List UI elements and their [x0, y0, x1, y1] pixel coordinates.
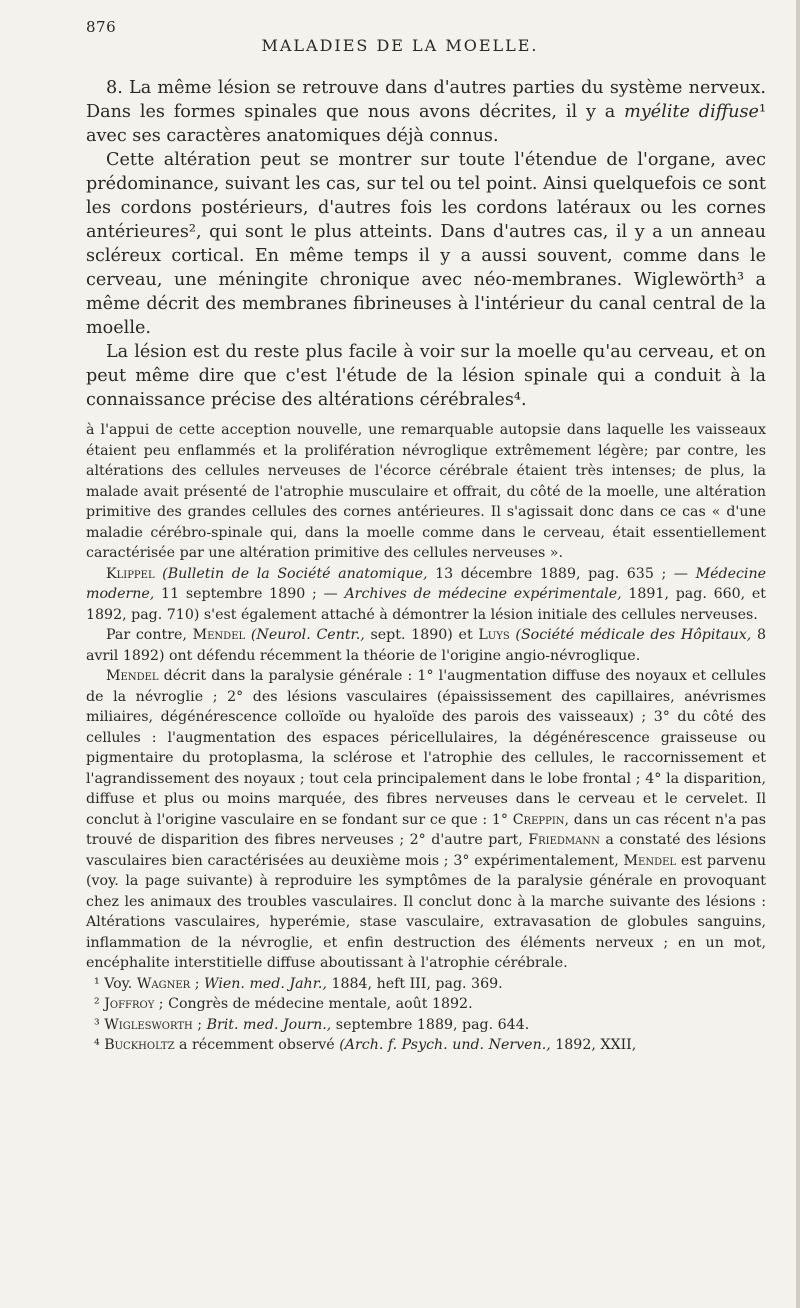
footnote-mark: ¹ [94, 975, 100, 992]
text-span: sept. 1890) et [364, 627, 479, 643]
text-span: 13 décembre 1889, pag. 635 ; — [427, 565, 696, 582]
paragraph: Cette altération peut se montrer sur toute l'étendue de l'organe, avec prédominance, suivant les cas, sur tel ou tel point. Ainsi quelquefois ce sont les cordons postérieurs, d'autres fois les cordons latéraux ou les cornes antérieures², qui sont le plus atteints. Dans d'autres cas, il y a un anneau scléreux cortical. En même temps il y a aussi souvent, comme dans le cerveau, une méningite chronique avec néo-membranes. Wiglewörth³ a même décrit des membranes fibrineuses à l'intérieur du canal central de la moelle. [86, 150, 766, 338]
footnote [86, 1015, 766, 1036]
author-name: Luys [478, 627, 510, 643]
citation-title: Wien. med. Jahr., [204, 975, 327, 992]
note-paragraph [86, 564, 766, 626]
text-span: décrit dans la paralysie générale : 1° l'augmentation diffuse des noyaux et cellules de la névroglie ; 2° des lésions vasculaires (épaississement des capillaires, anévrismes miliaires, dégénérescence colloïde ou hyaloïde des parois des vaisseaux) ; 3° du côté des cellules : l'augmentation des espaces péricellulaires, la dégénérescence graisseuse ou pigmentaire du protoplasma, la sclérose et l'atrophie des cellules, le raccornissement et l'agrandissement des noyaux ; tout cela principalement dans le lobe frontal ; 4° la disparition, diffuse et plus ou moins marquée, des fibres nerveuses dans le cerveau et le cervelet. Il conclut à l'origine vasculaire en se fondant sur ce que : 1° [86, 668, 766, 828]
footnote-mark: ³ [94, 1016, 100, 1033]
citation-title: Brit. med. Journ., [206, 1016, 332, 1033]
citation-title: (Neurol. Centr., [250, 627, 365, 643]
author-name: Buckholtz [104, 1037, 175, 1053]
paragraph: La lésion est du reste plus facile à voir sur la moelle qu'au cerveau, et on peut même dire que c'est l'étude de la lésion spinale qui a conduit à la connaissance précise des altérations cérébrales⁴. [86, 342, 766, 410]
running-title: MALADIES DE LA MOELLE. [261, 36, 539, 55]
text-span: 1891, pag. 660, et 1892, pag. 710) s'est également attaché à démontrer la lésion initiale des cellules nerveuses. [86, 586, 766, 623]
text-span: Voy. [99, 975, 137, 992]
text-span: ; [190, 975, 205, 992]
citation-title: (Bulletin de la Société anatomique, [162, 565, 428, 582]
author-name: Mendel [106, 668, 159, 684]
text-span: Par contre, [106, 627, 193, 643]
text-span: est parvenu (voy. la page suivante) à reproduire les symptômes de la paralysie générale en provoquant chez les animaux des troubles vasculaires. Il conclut donc à la marche suivante des lésions : Altérations vasculaires, hyperémie, stase vasculaire, extravasation de globules sanguins, inflammation de la névroglie, et enfin destruction des éléments nerveux ; en un mot, encéphalite interstitielle diffuse aboutissant à l'atrophie cérébrale. [86, 852, 766, 971]
footnotes [86, 420, 766, 1056]
text-span: 8. La même lésion se retrouve dans d'autres parties du système nerveux. Dans les formes spinales que nous avons décrites, il y a [86, 78, 766, 122]
text-span: a constaté des lésions vasculaires bien caractérisées au deuxième mois ; 3° expérimentalement, [86, 832, 766, 869]
author-name: Wagner [136, 975, 191, 992]
paragraph [86, 76, 766, 148]
text-span: 1884, heft III, pag. 369. [326, 975, 503, 992]
author-name: Friedmann [528, 832, 600, 848]
text-span: ; Congrès de médecine mentale, août 1892. [154, 996, 473, 1012]
citation-title: Archives de médecine expérimentale, [344, 586, 622, 602]
footnote [86, 974, 766, 995]
footnote [86, 1035, 766, 1056]
footnote-mark: ² [94, 996, 100, 1012]
text-span: 1892, XXII, [550, 1037, 637, 1053]
text-span: 11 septembre 1890 ; — [154, 586, 345, 602]
text-span: ¹ avec ses caractères anatomiques déjà connus. [86, 102, 766, 146]
citation-title: (Société médicale des Hôpitaux, [515, 627, 752, 643]
citation-title: (Arch. f. Psych. und. Nerven., [339, 1037, 551, 1053]
note-paragraph [86, 625, 766, 666]
page-number: 876 [86, 18, 117, 36]
text-span: 8 avril 1892) ont défendu récemment la théorie de l'origine angio-névroglique. [86, 627, 766, 664]
author-name: Joffroy [104, 996, 155, 1012]
main-text [86, 76, 766, 412]
note-paragraph [86, 666, 766, 974]
text-span: septembre 1889, pag. 644. [331, 1016, 530, 1033]
citation-title: Médecine moderne, [86, 565, 766, 602]
author-name: Mendel [192, 627, 246, 643]
note-paragraph: à l'appui de cette acception nouvelle, une remarquable autopsie dans laquelle les vaisseaux étaient peu enflammés et la prolifération névroglique extrêmement légère; par contre, les altérations des cellules nerveuses de l'écorce cérébrale étaient très intenses; de plus, la malade avait présenté de l'atrophie musculaire et offrait, du côté de la moelle, une altération primitive des grandes cellules des cornes antérieures. Il s'agissait donc dans ce cas « d'une maladie cérébro-spinale qui, dans la moelle comme dans le cerveau, était essentiellement caractérisée par une altération primitive des cellules nerveuses ». [86, 422, 766, 561]
author-name: Mendel [623, 852, 677, 869]
author-name: Wiglesworth [104, 1016, 193, 1033]
page-edge [796, 0, 800, 1308]
author-name: Klippel [106, 565, 155, 582]
footnote-mark: ⁴ [94, 1037, 100, 1053]
italic-term: myélite diffuse [624, 102, 759, 122]
text-span: , dans un cas récent n'a pas trouvé de disparition des fibres nerveuses ; 2° d'autre part, [86, 811, 766, 848]
footnote [86, 994, 766, 1015]
text-span: a récemment observé [174, 1037, 340, 1053]
author-name: Creppin [512, 811, 565, 828]
text-span: ; [192, 1016, 207, 1033]
